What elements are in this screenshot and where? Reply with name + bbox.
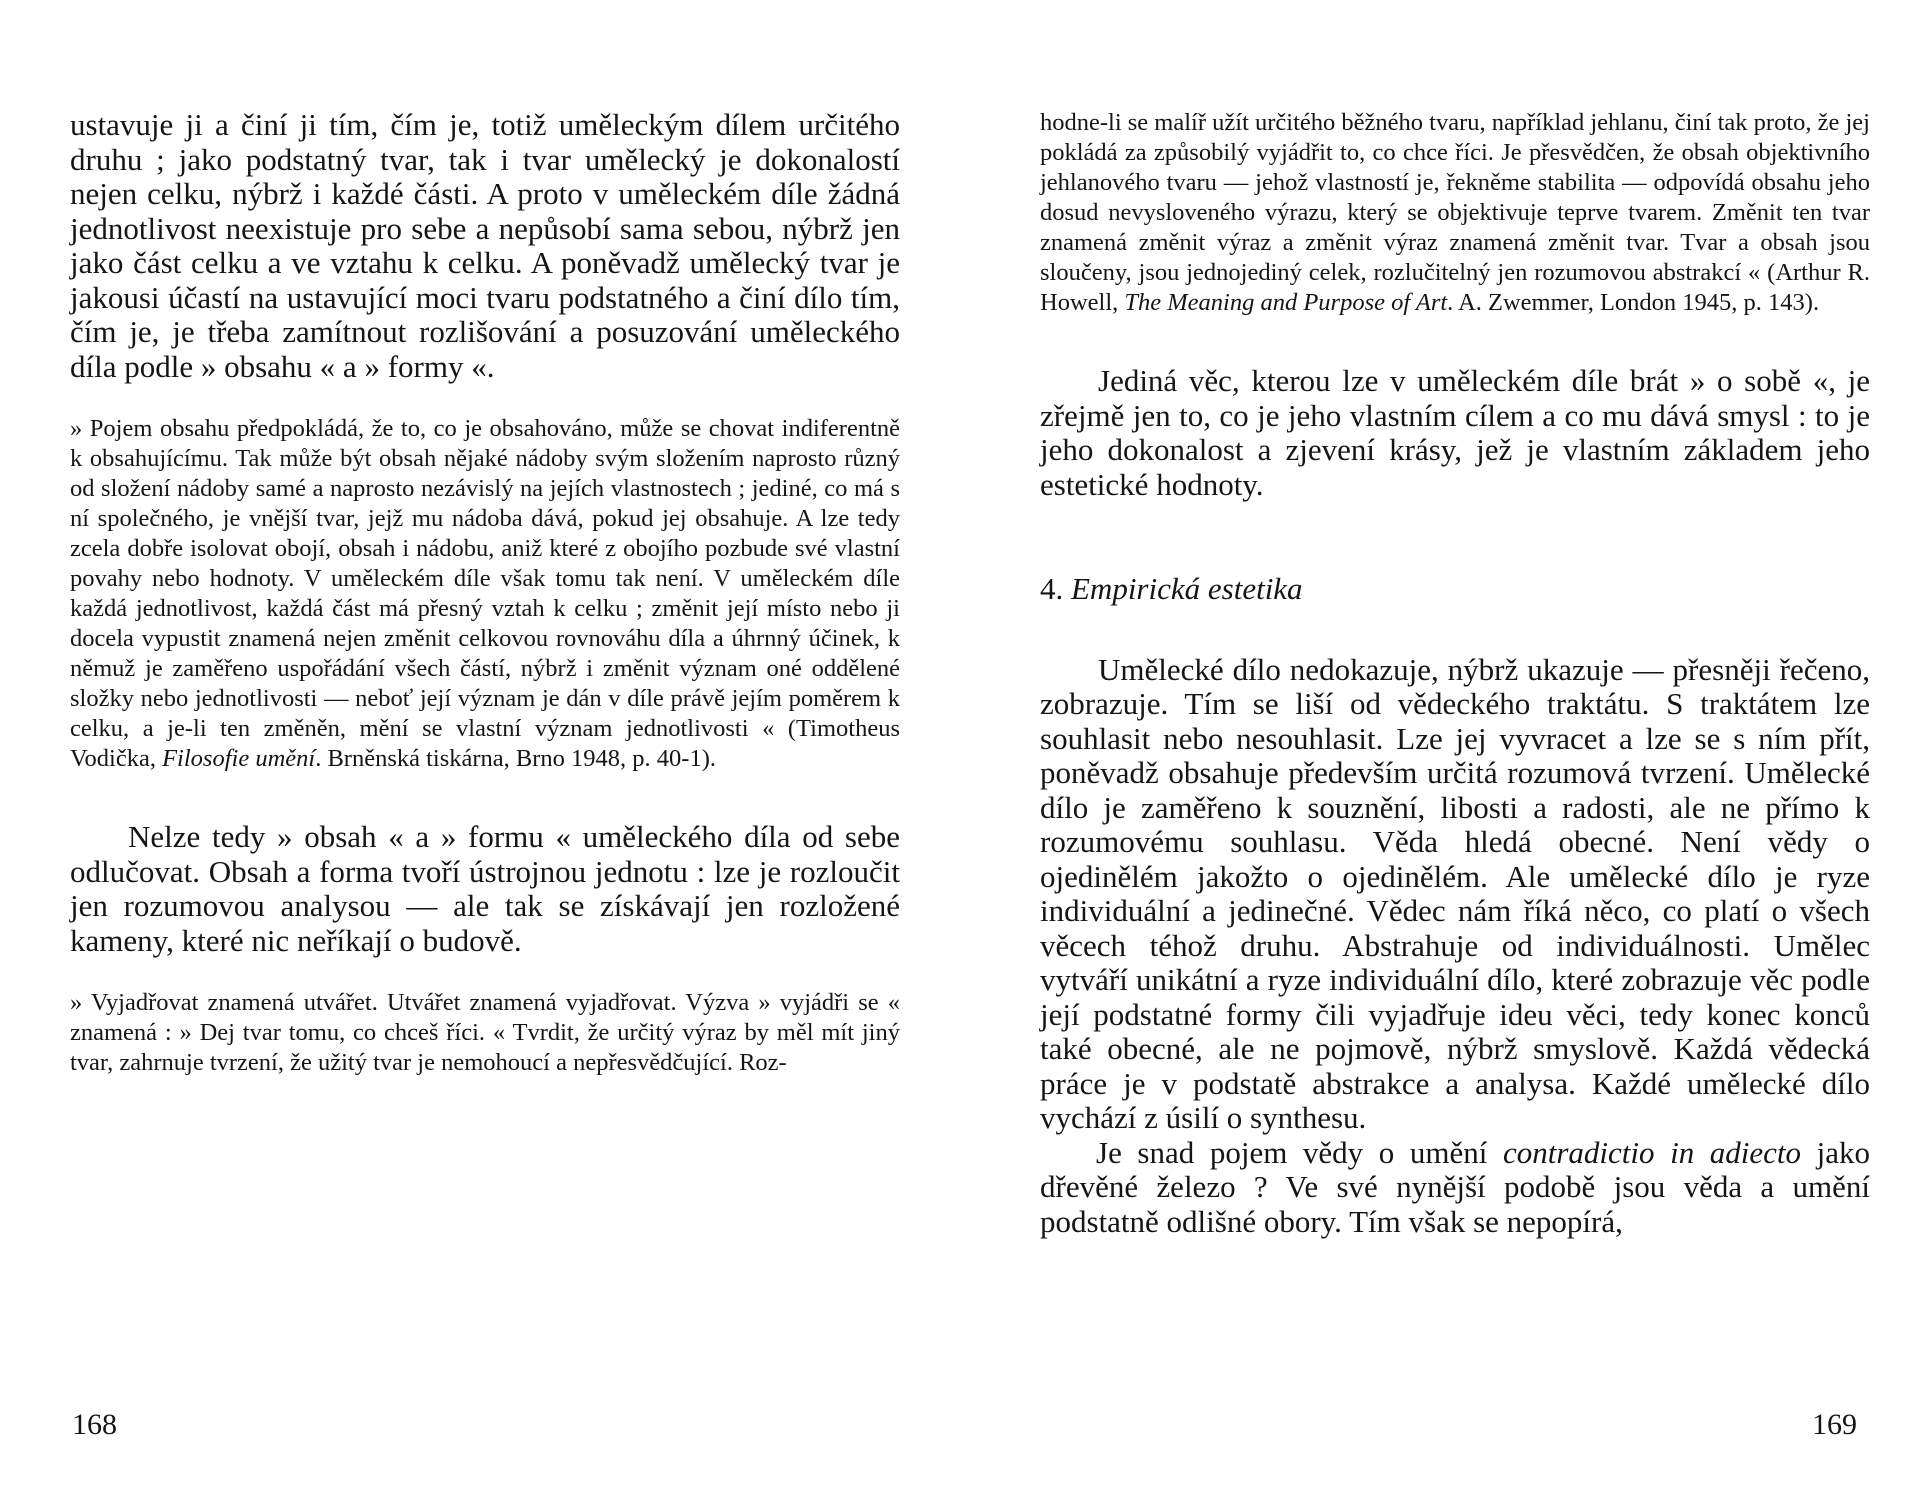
cited-title: Filosofie umění <box>162 745 316 772</box>
section-title: Empirická estetika <box>1071 571 1303 606</box>
spacer <box>1040 502 1870 572</box>
page-number: 169 <box>1812 1408 1857 1441</box>
paragraph: Nelze tedy » obsah « a » formu « uměleckého díla od sebe odlučovat. Obsah a forma tvoří ústrojnou jednotu : lze je rozloučit jen rozumovou analysou — ale tak se získávají jen rozložené kameny, které nic neříkají o budově. <box>70 819 900 958</box>
paragraph: Jediná věc, kterou lze v uměleckém díle brát » o sobě «, je zřejmě jen to, co je jeho vlastním cílem a co mu dává smysl : to je jeho dokonalost a zjevení krásy, jež je vlastním základem jeho estetické hodnoty. <box>1040 363 1870 502</box>
quote-text: » Pojem obsahu předpokládá, že to, co je obsahováno, může se chovat indiferentně k obsahujícímu. Tak může být obsah nějaké nádoby svým složením naprosto různý od složení nádoby samé a naprosto nezávislý na jejích vlastnostech ; jediné, co má s ní společného, je vnější tvar, jejž mu nádoba dává, pokud jej obsahuje. A lze tedy zcela dobře isolovat obojí, obsah i nádobu, aniž které z obojího pozbude své vlastní povahy nebo hodnoty. V uměleckém díle však tomu tak není. V uměleckém díle každá jednotlivost, každá část má přesný vztah k celku ; změnit její místo nebo ji docela vypustit znamená nejen změnit celkovou rovnováhu díla a úhrnný účinek, k němuž je zaměřeno uspořádání všech částí, nýbrž i změnit význam oné oddělené složky nebo jednotlivosti — neboť její význam je dán v díle právě jejím poměrem k celku, a je-li ten změněn, mění se vlastní význam jednotlivosti « (Timotheus Vodička, <box>70 415 900 772</box>
citation: . A. Zwemmer, London 1945, p. 143). <box>1447 289 1820 316</box>
spacer <box>1040 607 1870 653</box>
section-number: 4. <box>1040 571 1064 606</box>
paragraph: ustavuje ji a činí ji tím, čím je, totiž uměleckým dílem určitého druhu ; jako podstatný tvar, tak i tvar umělecký je dokonalostí nejen celku, nýbrž i každé části. A proto v uměleckém díle žádná jednotlivost neexistuje pro sebe a nepůsobí sama sebou, nýbrž jen jako část celku a ve vztahu k celku. A poněvadž umělecký tvar je jakousi účastí na ustavující moci tvaru podstatného a činí dílo tím, čím je, je třeba zamítnout rozlišování a posuzování uměleckého díla podle » obsahu « a » formy «. <box>70 107 900 384</box>
right-page <box>1040 108 1870 1239</box>
cited-title: The Meaning and Purpose of Art <box>1124 289 1448 316</box>
page-number: 168 <box>72 1408 117 1441</box>
paragraph-text: jako dřevěné železo ? Ve své nynější podobě jsou věda a umění podstatně odlišné obory. Tím však se nepopírá, <box>1040 1134 1870 1239</box>
left-page <box>70 108 900 1078</box>
block-quote: » Vyjadřovat znamená utvářet. Utvářet znamená vyjadřovat. Výzva » vyjádři se « znamená : » Dej tvar tomu, co chceš říci. « Tvrdit, že určitý výraz by měl mít jiný tvar, zahrnuje tvrzení, že užitý tvar je nemohoucí a nepřesvědčující. Roz- <box>70 989 900 1076</box>
quote-text: hodne-li se malíř užít určitého běžného tvaru, například jehlanu, činí tak proto, že jej pokládá za způsobilý vyjádřit to, co chce říci. Je přesvědčen, že obsah objektivního jehlanového tvaru — jehož vlastností je, řekněme stabilita — odpovídá obsahu jeho dosud nevysloveného výrazu, který se objektivuje teprve tvarem. Změnit ten tvar znamená změnit výraz a změnit výraz znamená změnit tvar. Tvar a obsah jsou sloučeny, jsou jednojediný celek, rozlučitelný jen rozumovou abstrakcí « (Arthur R. Howell, <box>1040 109 1870 316</box>
paragraph <box>1040 1136 1870 1240</box>
paragraph: Umělecké dílo nedokazuje, nýbrž ukazuje — přesněji řečeno, zobrazuje. Tím se liší od vědeckého traktátu. S traktátem lze souhlasit nebo nesouhlasit. Lze jej vyvracet a lze se s ním přít, poněvadž obsahuje především určitá rozumová tvrzení. Umělecké dílo je zaměřeno k souznění, libosti a radosti, ale ne přímo k rozumovému souhlasu. Věda hledá obecné. Není vědy o ojedinělém jakožto o ojedinělém. Ale umělecké dílo je ryze individuální a jedinečné. Vědec nám říká něco, co platí o všech věcech téhož druhu. Abstrahuje od individuálnosti. Umělec vytváří unikátní a ryze individuální dílo, které zobrazuje věc podle její podstatné formy čili vyjadřuje ideu věci, tedy konec konců také obecné, ale ne pojmově, nýbrž smyslově. Každá vědecká práce je v podstatě abstrakce a analysa. Každé umělecké dílo vychází z úsilí o synthesu. <box>1040 651 1870 1135</box>
citation: . Brněnská tiskárna, Brno 1948, p. 40-1). <box>315 745 716 772</box>
spacer <box>70 774 900 820</box>
spacer <box>70 958 900 988</box>
block-quote <box>70 414 900 774</box>
block-quote <box>1040 108 1870 318</box>
section-heading <box>1040 572 1870 607</box>
spacer <box>70 384 900 414</box>
spacer <box>1040 318 1870 364</box>
latin-term: contradictio in adiecto <box>1502 1134 1802 1170</box>
paragraph-text: Je snad pojem vědy o umění <box>1096 1134 1503 1170</box>
